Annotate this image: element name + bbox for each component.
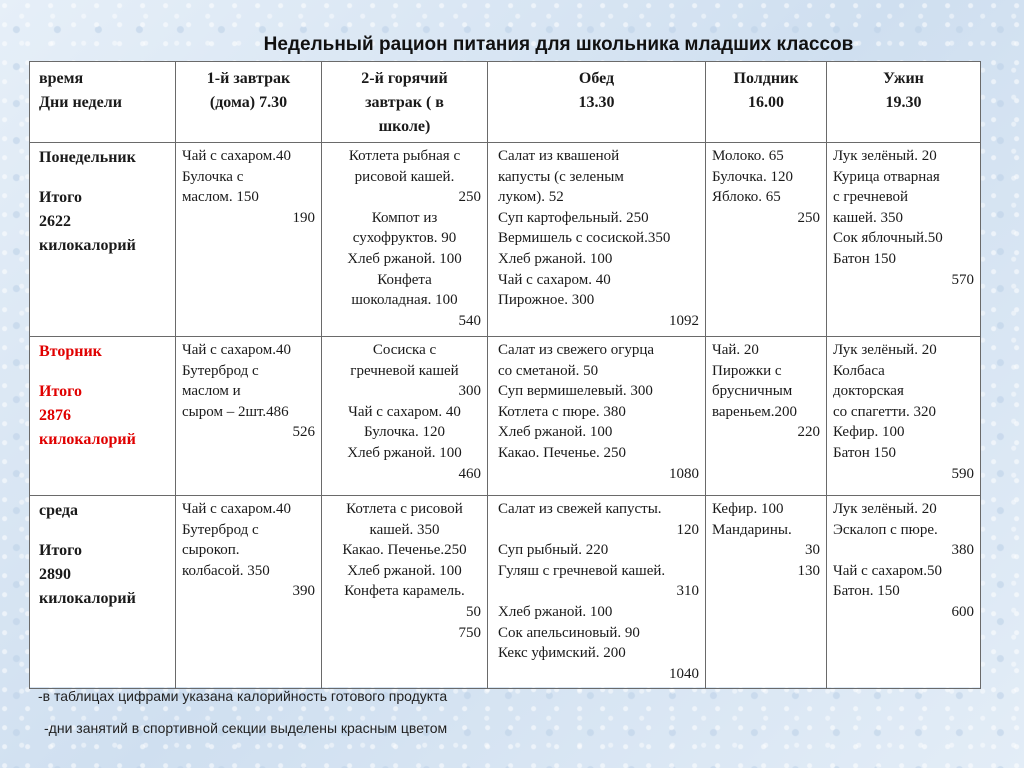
menu-item: Салат из свежей капусты. xyxy=(498,501,662,517)
day-name: среда xyxy=(39,502,78,519)
menu-item: Хлеб ржаной. 100 xyxy=(498,250,613,267)
menu-item: Чай с сахаром.40 xyxy=(182,148,292,164)
menu-item: Конфета xyxy=(377,271,432,288)
cell-total: 460 xyxy=(458,465,481,482)
total-unit: килокалорий xyxy=(39,237,136,254)
menu-item: Какао. Печенье.250 xyxy=(342,542,467,559)
menu-item: Сок апельсиновый. 90 xyxy=(498,624,640,641)
menu-item: Чай с сахаром.40 xyxy=(182,501,292,517)
menu-item: Сок яблочный.50 xyxy=(833,230,943,247)
total-unit: килокалорий xyxy=(39,590,136,607)
cell-total: 540 xyxy=(458,312,481,329)
menu-item: Булочка с xyxy=(182,168,244,185)
day-cell xyxy=(30,496,176,689)
total-label: Итого xyxy=(39,383,82,400)
menu-item: брусничным xyxy=(712,383,793,400)
menu-item: 300 xyxy=(458,383,481,400)
table-header-row xyxy=(30,62,981,143)
menu-item: Котлета с пюре. 380 xyxy=(498,403,626,420)
menu-item: Хлеб ржаной. 100 xyxy=(347,562,462,579)
header-breakfast-1-line2: (дома) 7.30 xyxy=(209,94,288,111)
menu-item: сухофруктов. 90 xyxy=(352,230,457,247)
cell-total: 570 xyxy=(951,271,974,288)
header-snack xyxy=(706,62,827,143)
header-snack-line2: 16.00 xyxy=(748,94,784,111)
menu-item: Лук зелёный. 20 xyxy=(833,148,937,164)
lunch-cell xyxy=(488,337,706,496)
cell-total: 390 xyxy=(292,583,315,600)
menu-item: Батон. 150 xyxy=(833,583,900,600)
header-snack-line1: Полдник xyxy=(733,70,799,87)
total-label: Итого xyxy=(39,542,82,559)
menu-item: Суп картофельный. 250 xyxy=(498,209,649,226)
header-lunch xyxy=(488,62,706,143)
menu-item: Сосиска с xyxy=(372,342,437,358)
snack-cell xyxy=(706,337,827,496)
breakfast-2-cell xyxy=(322,496,488,689)
footnote-sport-days: -дни занятий в спортивной секции выделены красным цветом xyxy=(44,720,448,736)
menu-item: с гречневой xyxy=(833,189,909,206)
menu-item: 50 xyxy=(466,603,481,620)
menu-item: луком). 52 xyxy=(498,189,564,206)
breakfast-1-cell xyxy=(176,337,322,496)
menu-item: капусты (с зеленым xyxy=(498,168,624,185)
menu-item: Пирожки с xyxy=(712,362,782,379)
menu-item: сырокоп. xyxy=(182,542,240,559)
menu-item: 120 xyxy=(676,521,699,538)
header-lunch-line1: Обед xyxy=(578,70,615,87)
menu-item: Курица отварная xyxy=(833,168,940,185)
table-row xyxy=(30,496,981,689)
menu-item: 250 xyxy=(458,189,481,206)
header-dinner-line2: 19.30 xyxy=(885,94,922,111)
cell-total: 600 xyxy=(951,603,974,620)
menu-item: со спагетти. 320 xyxy=(833,403,937,420)
menu-item: Суп вермишелевый. 300 xyxy=(498,383,653,400)
menu-item: Батон 150 xyxy=(833,250,897,267)
menu-item: шоколадная. 100 xyxy=(351,292,458,309)
ration-table-container xyxy=(29,61,980,687)
menu-item: сыром – 2шт.486 xyxy=(182,403,289,420)
menu-item: Чай с сахаром.40 xyxy=(182,342,292,358)
menu-item: Яблоко. 65 xyxy=(712,189,781,206)
menu-item: Чай с сахаром.50 xyxy=(833,562,943,579)
menu-item: Батон 150 xyxy=(833,444,897,461)
header-breakfast-2-line2: завтрак ( в xyxy=(365,94,444,111)
lunch-cell xyxy=(488,143,706,337)
menu-item: Булочка. 120 xyxy=(364,424,445,441)
menu-item: Булочка. 120 xyxy=(712,168,793,185)
menu-item: рисовой кашей. xyxy=(354,168,455,185)
menu-item: Суп рыбный. 220 xyxy=(498,542,609,559)
footnote-calories: -в таблицах цифрами указана калорийность готового продукта xyxy=(38,688,448,704)
lunch-cell xyxy=(488,496,706,689)
menu-item: Колбаса xyxy=(833,362,885,379)
cell-total: 130 xyxy=(797,562,820,579)
menu-item: маслом. 150 xyxy=(182,189,259,206)
total-value: 2876 xyxy=(39,407,71,424)
menu-item: Лук зелёный. 20 xyxy=(833,501,937,517)
header-time-days xyxy=(30,62,176,143)
menu-item: Чай. 20 xyxy=(712,342,759,358)
cell-total: 590 xyxy=(951,465,974,482)
header-dinner xyxy=(827,62,981,143)
menu-item: Кефир. 100 xyxy=(712,501,784,517)
menu-item: колбасой. 350 xyxy=(182,562,270,579)
page-title: Недельный рацион питания для школьника младших классов xyxy=(263,34,854,55)
day-name: Понедельник xyxy=(39,149,136,166)
dinner-cell xyxy=(827,337,981,496)
menu-item: Какао. Печенье. 250 xyxy=(498,444,627,461)
header-breakfast-1 xyxy=(176,62,322,143)
menu-item: Лук зелёный. 20 xyxy=(833,342,937,358)
menu-item: Пирожное. 300 xyxy=(498,292,595,309)
menu-item: Салат из квашеной xyxy=(498,148,620,164)
menu-item: Чай с сахаром. 40 xyxy=(498,271,611,288)
menu-item: докторская xyxy=(833,383,904,400)
menu-item: Котлета рыбная с xyxy=(348,148,461,164)
menu-item: Салат из свежего огурца xyxy=(498,342,655,358)
day-cell xyxy=(30,143,176,337)
total-label: Итого xyxy=(39,189,82,206)
table-row xyxy=(30,143,981,337)
menu-item: 30 xyxy=(805,542,820,559)
menu-item: Молоко. 65 xyxy=(712,148,784,164)
day-cell xyxy=(30,337,176,496)
menu-item: Кефир. 100 xyxy=(833,424,905,441)
ration-table xyxy=(29,61,981,689)
cell-total: 526 xyxy=(292,424,315,441)
menu-item: Эскалоп с пюре. xyxy=(833,521,938,538)
cell-total: 750 xyxy=(458,624,481,641)
dinner-cell xyxy=(827,143,981,337)
total-unit: килокалорий xyxy=(39,431,136,448)
snack-cell xyxy=(706,143,827,337)
menu-item: Вермишель с сосиской.350 xyxy=(498,230,671,247)
menu-item: со сметаной. 50 xyxy=(498,362,599,379)
header-breakfast-2-line1: 2-й горячий xyxy=(361,70,448,87)
menu-item: Хлеб ржаной. 100 xyxy=(498,424,613,441)
cell-total: 250 xyxy=(797,209,820,226)
menu-item: Конфета карамель. xyxy=(344,583,465,600)
menu-item: гречневой кашей xyxy=(350,362,459,379)
menu-item: Хлеб ржаной. 100 xyxy=(347,444,462,461)
menu-item: Кекс уфимский. 200 xyxy=(498,645,626,662)
menu-item: Котлета с рисовой xyxy=(346,501,463,517)
menu-item: Хлеб ржаной. 100 xyxy=(498,603,613,620)
breakfast-2-cell xyxy=(322,143,488,337)
header-days-label: Дни недели xyxy=(39,94,122,111)
header-breakfast-2 xyxy=(322,62,488,143)
menu-item: Компот из xyxy=(371,209,438,226)
snack-cell xyxy=(706,496,827,689)
menu-item: Мандарины. xyxy=(712,521,792,538)
menu-item: Гуляш с гречневой кашей. xyxy=(498,562,666,579)
menu-item: кашей. 350 xyxy=(369,521,440,538)
header-lunch-line2: 13.30 xyxy=(578,94,615,111)
menu-item: Чай с сахаром. 40 xyxy=(348,403,461,420)
breakfast-1-cell xyxy=(176,143,322,337)
menu-item: 310 xyxy=(676,583,699,600)
menu-item: Бутерброд с xyxy=(182,521,259,538)
total-value: 2890 xyxy=(39,566,71,583)
menu-item: вареньем.200 xyxy=(712,403,797,420)
header-breakfast-2-line3: школе) xyxy=(378,118,431,135)
cell-total: 190 xyxy=(292,209,315,226)
total-value: 2622 xyxy=(39,213,71,230)
menu-item: кашей. 350 xyxy=(833,209,903,226)
cell-total: 1040 xyxy=(669,665,699,682)
table-row xyxy=(30,337,981,496)
menu-item: Хлеб ржаной. 100 xyxy=(347,250,462,267)
menu-item: маслом и xyxy=(182,383,241,400)
header-dinner-line1: Ужин xyxy=(883,70,924,87)
cell-total: 220 xyxy=(797,424,820,441)
day-name: Вторник xyxy=(39,343,102,360)
breakfast-1-cell xyxy=(176,496,322,689)
cell-total: 1092 xyxy=(669,312,699,329)
menu-item: Бутерброд с xyxy=(182,362,259,379)
cell-total: 1080 xyxy=(669,465,699,482)
header-breakfast-1-line1: 1-й завтрак xyxy=(206,70,291,87)
breakfast-2-cell xyxy=(322,337,488,496)
menu-item: 380 xyxy=(951,542,974,559)
header-time-label: время xyxy=(39,70,84,87)
dinner-cell xyxy=(827,496,981,689)
